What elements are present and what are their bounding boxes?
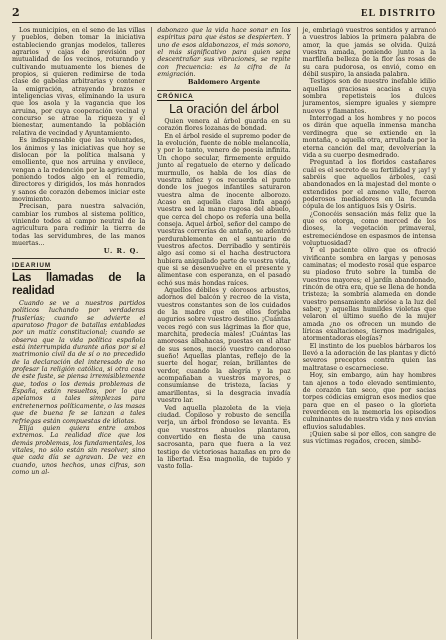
article-3-body bbox=[157, 118, 290, 471]
article-3-paragraph: ¿Conocéis sensación más feliz que la que os otorga, como merced de los dioses, la vegetación primaveral, estremeciéndose en espasmos de intensa voluptuosidad? bbox=[302, 210, 436, 247]
article-2-body-continued bbox=[157, 27, 290, 78]
article-3-paragraph: ¡Quien sabe si por ellos, con sangre de sus víctimas regados, crecen, simbó- bbox=[302, 430, 436, 446]
article-2-body bbox=[12, 300, 145, 476]
column-3 bbox=[297, 27, 436, 639]
article-3-paragraph: Preguntad a los floridos castañares cuál es el secreto de su fertilidad y ¡ay! y sabréis que aquellos árboles, casi abandonados en la majestad del monte o extendidos por el ameno valle, fueron poderosos mediadores en la fecunda cópula de los antiguos Isis y Osiris. bbox=[302, 159, 436, 211]
text-columns bbox=[12, 27, 436, 639]
article-3-paragraph: Quien venera al árbol guarda en su corazón flores lozanas de bondad. bbox=[157, 118, 291, 133]
article-2-paragraph: Cuando se ve a nuestros partidos políticos luchando por verdaderas fruslerías; cuando se advierte el aparatoso fragor de batallas entabladas por un matiz constitucional; cuando se observa que la vida política española está interrumpida durante años por si el matrimonio civil da de sí o no precedido de la declaración del interesado de no profesar la religión católica, si otra cosa de este fuste, se piensa irremisiblemente que, todos o los demás problemas de España, están resueltos, por lo que apelamos a tales simplezas para entretenernos políticamente, o las masas que de buena fe se lanzan a tales refriegas están compuestas de idiotas. bbox=[12, 300, 146, 425]
article-3-paragraph: Testigos son de nuestro inefable idilio aquellas graciosas acacias a cuya sombra repetisteis los dulces juramentos, siempre iguales y siempre nuevos y flamantes. bbox=[302, 78, 436, 115]
article-1-paragraph: Es indispensable que las voluntades, los ánimos y las iniciativas que hoy se dislocan por la política malsana y emolliente, que nos arruina y envilece, vengan a la redención por la agricultura, poniendo todos algo en el remedio, directores y dirigidos, los más honrados y sanos de corazón debemos iniciar este movimiento. bbox=[12, 137, 146, 203]
article-3-paragraph: Ved aquella plazoleta de la vieja ciudad. Copiloso y robusto de sencilla verja, un árbol frondoso se levanta. Es que vuestros abuelos plantaron, convertido en fiesta de una causa sacrosanta, para que fuera a la vez testigo de victoriosas hazañas en pro de la libertad. Esa magnolia, de tupido y vasto folla- bbox=[157, 404, 291, 471]
page-number: 2 bbox=[12, 6, 20, 19]
article-3-paragraph: Hoy, sin embargo, aún hay hombres tan ajenos a todo elevado sentimiento, de corazón tan seco, que por sacias torpes códicias emigran esos medios que para que en el paseo o la glorieta reverdecen en la memoria los episodios culminantes de nuestra vida y nos envían efluvios saludables. bbox=[302, 372, 436, 431]
article-3-paragraph: En el árbol reside el supremo poder de la evolución, fuente de noble melancolía, y por lo tanto, venero de poesía infinita. Un chopo secular, firmemente erguido junto al regatuelo de eterno y delicado murmullo, os habla de los días de vuestra niñez y os recuerda el punto donde los juegos infantiles saturaron vuestra alma de inocente alborozo. Acaso en aquella clara linfa apagó vuestra sed la mano rugosa del abuelo, que cerca del chopo os refería una bella consejа. Aquel árbol, señor del campo de vuestras correrías de antaño, se adentró perdurablemente en el santuario de vuestros afectos. Derribadlo y sentiréis algo así como si el hacha destructora hubiera aniquilado parte de vuestra vida, que si se desenvuelve en el presente y alimentase con esperanza, en el pasado echó sus más hondas raíces. bbox=[157, 132, 291, 287]
article-3-kicker: CRÓNICA bbox=[157, 92, 194, 100]
article-2-kicker: IDEARIUM bbox=[12, 261, 52, 269]
article-3-paragraph: Y el paciente olivo que os ofreció vivificante sombra en largas y penosas caminatas; el modesto rosal que esparce su piadoso fruto sobre la tumba de vuestros mayores; el jardín abandonado, rincón de otra era, que se llena de honda tristeza; la sombría alameda en donde vuestro pensamiento abrióse a la luz del saber, y aquellas humildes violetas que velaron el último sueño de la mujer amada ¿no os ofrecen un mundo de líricas exaltaciones, tiernos madrigales, atormentadoras elegías? bbox=[302, 247, 436, 343]
section-divider bbox=[157, 90, 290, 91]
article-3-body-continued bbox=[303, 27, 436, 446]
article-3-paragraph: Aquellos débiles y olorosos arbustos, adornos del balcón y recreo de la vista, vuestros constantes son de los cuidados de la madre que en ellos forjaba augurios sobre vuestro destino. ¡Cuántas veces regó con sus lágrimas la flor que, marchita, predecía males! ¡Cuántas las amorosas albahacas, puestas en el altar de sus senos, mecíó vuestro candoroso sueño! Aquellas plantas, reflejo de la suerte del hogar, reían, brillantes de verdor, cuando la alegría y la paz acompañaban a vuestros mayores, o consumíanse de tristeza, lacias y amarillentas, si la desgracia invadía vuestro lar. bbox=[157, 287, 291, 405]
publication-title: EL DISTRITO bbox=[360, 8, 436, 19]
page-header bbox=[12, 6, 436, 23]
article-1-body bbox=[12, 27, 145, 247]
article-1-paragraph: Los municipios, en el seno de las villas y pueblos, deben tomar la iniciativa estableciendo granjas modelos, talleres agrarios y cajas de previsión por mutualidad de los vecinos, roturando y cultivando mutuamente los bienes de propios, si quieren redimirse de toda clase de gabelas arbitrarias y contener la emigración, atrayendo brazos e inteligencias vivas, eliminando la usura que los asola y la vagancia que los arruina, por cuya cooperación vecinal y concurso se atrae la riqueza y el bienestar, aumentando la población relativa de vecindad y Ayuntamiento. bbox=[12, 27, 146, 137]
column-2 bbox=[151, 27, 290, 639]
article-3-title: La oración del árbol bbox=[169, 102, 279, 117]
column-1 bbox=[12, 27, 145, 639]
article-2-title: Las llamadas de la realidad bbox=[12, 272, 146, 297]
article-3-paragraph: Interrogad a los hombres y no pocos os dirán que aquella inmensa mancha verdinegra que se extiende en la montaña, o aquella otra, arrullada por la eterna canción del mar, devolverían la vida a su cuerpo desmedrado. bbox=[302, 115, 436, 159]
article-3-paragraph: El instinto de los pueblos bárbaros los llevó a la adoración de las plantas y dictó severos preceptos contra quien las maltratase o escarneciese. bbox=[302, 342, 436, 372]
section-divider bbox=[12, 258, 145, 259]
article-1-paragraph: Precisan, para nuestra salvación, cambiar los rumbos al sistema político, viniendo todos al campo neutral de la agricultura para redimir la tierra de todas las servidumbres, de las manos muertas... bbox=[12, 203, 146, 247]
article-2-signature: Baldomero Argente bbox=[187, 78, 261, 87]
article-2-paragraph: dabonazo que la vida hace sonar en los espíritus para que éstos se despierten. Y uno de esos aldabonazos, el más sonoro, el más significativo para quien sepa descentrañar sus vibraciones, se repite con frecuencia: es la cifra de la emigración. bbox=[157, 27, 291, 79]
article-1-signature: U. R. Q. bbox=[103, 247, 140, 256]
article-2-paragraph: Elija quien quiera entre ambos extremos. La realidad dice que los demás problemas, los fundamentales, los vitales, no sólo están sin resolver, sino que cada día se agravan. De vez en cuando, unos hechos, unas cifras, son como un al- bbox=[12, 424, 146, 476]
article-3-paragraph: je, embriagó vuestros sentidos y arrancó a vuestros labios la primera palabra de amor, la que jamás se olvida. Quizá vuestra amada, poniendo junto a la marfileña belleza de la flor las rosas de su cara pudorosa, os envió, como en débil suspiro, la ansiada palabra. bbox=[302, 27, 436, 79]
